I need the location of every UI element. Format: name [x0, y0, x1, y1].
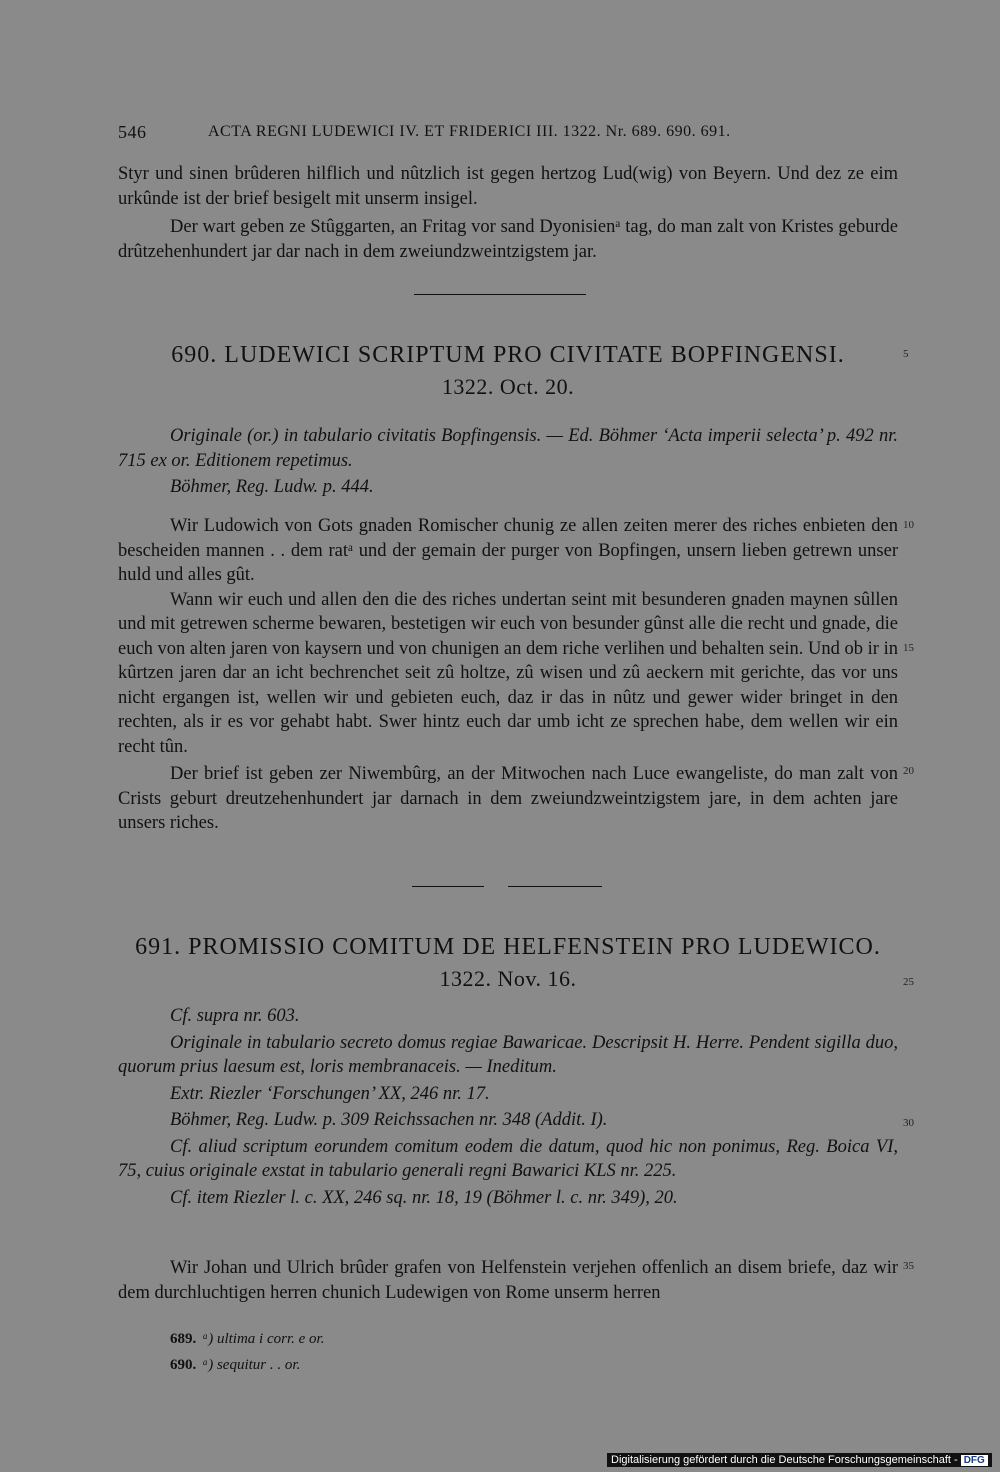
doc-690-source-2: Böhmer, Reg. Ludw. p. 444.: [170, 477, 374, 497]
page-number: 546: [118, 122, 147, 142]
doc-691-source-3: Extr. Riezler ‘Forschungen’ XX, 246 nr. 17.: [170, 1083, 490, 1104]
line-number: 30: [903, 1117, 914, 1129]
line-number: 25: [903, 976, 914, 988]
section-divider: [414, 294, 586, 295]
doc-691-paragraph-1: Wir Johan und Ulrich brûder grafen von Helfenstein verjehen offenlich an disem briefe, daz wir dem durchluchtigen herren chunich Ludewigen von Rome unserm herren: [118, 1258, 898, 1303]
doc-691-source-5: Cf. aliud scriptum eorundem comitum eodem die datum, quod hic non ponimus, Reg. Boica VI, 75, cuius originale exstat in tabulario generali regni Bawarici KLS nr. 225.: [118, 1136, 898, 1181]
line-number: 20: [903, 765, 914, 777]
doc-690-text: [118, 514, 898, 836]
doc-691-title: 691. PROMISSIO COMITUM DE HELFENSTEIN PRO LUDEWICO.: [135, 934, 881, 960]
section-divider: [508, 886, 602, 887]
doc-691-sources: [118, 1004, 898, 1210]
doc-690-date: 1322. Oct. 20.: [441, 374, 575, 399]
doc-691-source-6: Cf. item Riezler l. c. XX, 246 sq. nr. 18, 19 (Böhmer l. c. nr. 349), 20.: [170, 1187, 678, 1208]
line-number: 10: [903, 519, 914, 531]
line-number: 15: [903, 642, 914, 654]
doc-691-text: [118, 1256, 898, 1305]
footnote-number: 689.: [170, 1331, 197, 1347]
doc-690-paragraph-2: Wann wir euch und allen den die des riches undertan seint mit besunderen gnaden maynen sûllen und mit getrewen scherme bewaren, bestetigen wir euch von besunder gûnst alle die recht und gnade, die euch von alten jaren von kaysern und von chunigen an dem riche verlihen und behalten sein. Und ob ir in kûrtzen jaren dar an icht bechrenchet seit zû holtze, zû wisen und zû aeckern mit gerichte, das vor uns nicht ergangen ist, wellen wir und gebieten euch, daz ir das in nûtz und gewer wider bringet in den rechten, als ir es vor gehabt habt. Swer hintz euch dar umb icht ze sprechen habe, dem wellen wir ein recht tûn.: [118, 589, 898, 757]
footnote-number: 690.: [170, 1357, 197, 1373]
footnote-text: ᵃ) sequitur . . or.: [202, 1357, 301, 1373]
doc-689-end: [118, 162, 898, 264]
footnote: [170, 1352, 324, 1378]
footnotes: [170, 1326, 324, 1378]
doc-691-source-4: Böhmer, Reg. Ludw. p. 309 Reichssachen nr. 348 (Addit. I).: [170, 1110, 608, 1130]
footer-text: Digitalisierung gefördert durch die Deutsche Forschungsgemeinschaft -: [611, 1454, 958, 1466]
doc-689-dating: Der wart geben ze Stûggarten, an Fritag vor sand Dyonisienᵃ tag, do man zalt von Kristes geburde drûtzehenhundert jar dar nach in dem zweiundzweintzigstem jar.: [118, 217, 898, 262]
section-divider: [412, 886, 484, 887]
doc-690-sources: [118, 424, 898, 500]
doc-690-paragraph-3: Der brief ist geben zer Niwembûrg, an der Mitwochen nach Luce ewangeliste, do man zalt von Crists geburt dreutzehenhundert jar darnach in dem zweiundzweintzigstem jare, in dem achten jare unsers riches.: [118, 764, 898, 833]
doc-691-source-1: Cf. supra nr. 603.: [170, 1006, 300, 1026]
funding-footer: [607, 1453, 992, 1467]
doc-689-paragraph: Styr und sinen brûderen hilflich und nûtzlich ist gegen hertzog Lud(wig) von Beyern. Und dez ze eim urkûnde ist der brief besigelt mit unserm insigel.: [118, 164, 898, 209]
line-number: 5: [903, 348, 909, 360]
doc-690-title: 690. LUDEWICI SCRIPTUM PRO CIVITATE BOPFINGENSI.: [171, 342, 845, 368]
doc-691-date: 1322. Nov. 16.: [439, 966, 577, 991]
doc-690-source-1: Originale (or.) in tabulario civitatis Bopfingensis. — Ed. Böhmer ‘Acta imperii selecta’ p. 492 nr. 715 ex or. Editionem repetimus.: [118, 426, 898, 471]
doc-691-source-2: Originale in tabulario secreto domus regiae Bawaricae. Descripsit H. Herre. Pendent sigilla duo, quorum prius laesum est, loris membranaceis. — Ineditum.: [118, 1032, 898, 1077]
running-title: ACTA REGNI LUDEWICI IV. ET FRIDERICI III. 1322. Nr. 689. 690. 691.: [208, 123, 731, 140]
footnote-text: ᵃ) ultima i corr. e or.: [202, 1331, 325, 1347]
line-number: 35: [903, 1260, 914, 1272]
dfg-logo: DFG: [961, 1455, 988, 1466]
footnote: [170, 1326, 324, 1352]
doc-690-paragraph-1: Wir Ludowich von Gots gnaden Romischer chunig ze allen zeiten merer des riches enbieten den bescheiden mannen . . dem ratᵃ und der gemain der purger von Bopfingen, unsern lieben getrewn unser huld und alles gût.: [118, 516, 898, 585]
